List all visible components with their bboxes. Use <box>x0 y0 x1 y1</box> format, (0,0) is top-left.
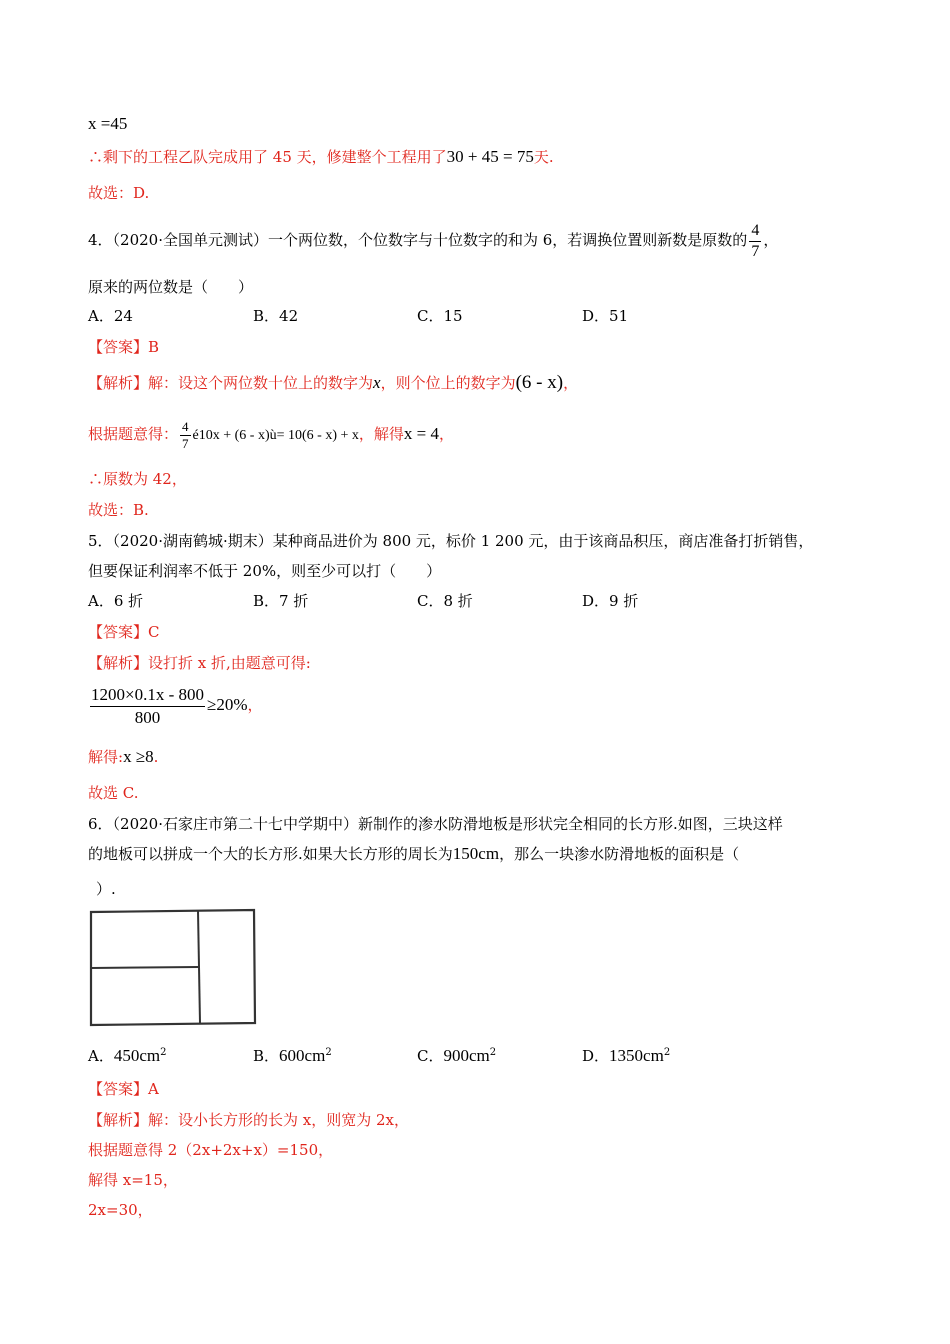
q4-option-c: C．15 <box>417 307 463 325</box>
analysis-mid: ，则个位上的数字为 <box>380 374 516 392</box>
equation-text: x =45 <box>88 114 128 133</box>
ineq-rhs: ≥20% <box>207 695 248 714</box>
q5-stem-line2: 但要保证利润率不低于 20%，则至少可以打（ ） <box>88 562 442 580</box>
sol-prefix: 解得: <box>88 748 124 766</box>
q5-option-b: B．7 折 <box>253 592 309 610</box>
horizontal-divider <box>91 967 199 968</box>
q6-stem-line2 <box>88 843 739 865</box>
equation-x-45 <box>88 113 127 135</box>
analysis-label: 【解析】 <box>88 654 149 672</box>
option-letter: C． <box>417 1047 444 1065</box>
q6-option-d <box>582 1042 670 1067</box>
analysis-text: 设打折 x 折,由题意可得: <box>148 654 311 672</box>
q4-stem-text: 4．（2020·全国单元测试）一个两位数，个位数字与十位数字的和为 6，若调换位置则新数是原数的 <box>88 231 748 249</box>
q4-option-b: B．42 <box>253 307 299 325</box>
ineq-end: ， <box>247 696 263 714</box>
q4-options <box>88 305 888 327</box>
q5-option-a: A．6 折 <box>88 592 144 610</box>
option-value: 900cm <box>443 1046 490 1065</box>
q4-stem-line2: 原来的两位数是（ ） <box>88 278 254 296</box>
q4-stem-line1 <box>88 218 778 262</box>
option-value: 450cm <box>113 1046 161 1065</box>
q6-option-a <box>88 1042 167 1067</box>
q6-analysis-line2: 根据题意得 2（2x+2x+x）=150， <box>88 1141 334 1159</box>
q4-answer: 【答案】B <box>88 338 160 356</box>
analysis2-mid: ，解得 <box>358 425 404 443</box>
q6-stem2-end: ，那么一块渗水防滑地板的面积是（ <box>499 845 740 863</box>
q4-conclusion: ∴原数为 42， <box>88 470 187 488</box>
option-sup: 2 <box>160 1047 167 1058</box>
sol-math: x ≥8 <box>123 747 154 766</box>
q4-stem-end: ， <box>763 231 779 249</box>
q5-analysis-line1 <box>88 652 311 674</box>
q6-analysis-line3: 解得 x=15， <box>88 1171 178 1189</box>
frac-den: 7 <box>751 242 760 260</box>
q5-stem-line1: 5．（2020·湖南鹤城·期末）某种商品进价为 800 元，标价 1 200 元，由于该商品积压，商店准备打折销售， <box>88 532 814 550</box>
q6-option-b <box>253 1042 332 1067</box>
analysis2-equation: é10x + (6 - x)ù= 10(6 - x) + x <box>192 428 359 443</box>
q5-ineq-fraction <box>90 684 205 729</box>
ineq-den: 800 <box>134 707 161 727</box>
q4-analysis-line2 <box>88 414 454 456</box>
eq-frac-num: 4 <box>182 418 189 434</box>
sol-end: . <box>153 748 159 766</box>
analysis2-end: ， <box>439 425 455 443</box>
q4-option-d: D．51 <box>582 307 629 325</box>
option-sup: 2 <box>489 1047 497 1058</box>
analysis-expr: (6 - x) <box>515 372 564 393</box>
frac-num: 4 <box>749 221 761 242</box>
conclusion-suffix: 天. <box>533 148 554 166</box>
analysis2-prefix: 根据题意得： <box>88 425 179 443</box>
q6-stem2-text: 的地板可以拼成一个大的长方形.如果大长方形的周长为 <box>88 845 453 863</box>
q6-answer: 【答案】A <box>88 1080 159 1098</box>
ineq-num: 1200×0.1x - 800 <box>90 684 205 707</box>
analysis-var: x <box>373 373 381 392</box>
rectangles-figure <box>88 908 260 1030</box>
analysis-label: 【解析】 <box>88 374 149 392</box>
q5-solution <box>88 746 158 768</box>
q6-options <box>88 1042 888 1064</box>
analysis2-solution: x = 4 <box>403 424 439 443</box>
q3-conclusion <box>88 146 554 168</box>
q4-choose: 故选：B. <box>88 501 149 519</box>
q5-inequality <box>88 682 263 729</box>
q3-choose: 故选：D. <box>88 184 150 202</box>
conclusion-math: 30 + 45 = 75 <box>446 147 534 166</box>
eq-frac-den: 7 <box>182 435 189 451</box>
option-letter: A． <box>88 1047 114 1065</box>
q4-option-a: A．24 <box>88 307 133 325</box>
q4-eq-fraction <box>180 419 191 452</box>
option-value: 1350cm <box>609 1046 664 1065</box>
q6-stem-line3: ）. <box>96 880 116 898</box>
q6-analysis-line1 <box>88 1109 409 1131</box>
q6-option-c <box>417 1042 496 1067</box>
analysis-text: 解：设小长方形的长为 x，则宽为 2x， <box>148 1111 410 1129</box>
option-sup: 2 <box>663 1047 671 1058</box>
q5-option-c: C．8 折 <box>417 592 473 610</box>
analysis-label: 【解析】 <box>88 1111 149 1129</box>
analysis-text: 解：设这个两位数十位上的数字为 <box>148 374 374 392</box>
q5-choose: 故选 C. <box>88 784 139 802</box>
option-letter: B． <box>253 1047 280 1065</box>
q4-analysis-line1 <box>88 372 578 394</box>
q5-options <box>88 590 888 612</box>
q6-analysis-line4: 2x=30， <box>88 1201 153 1219</box>
q4-fraction <box>749 221 761 262</box>
option-value: 600cm <box>279 1046 326 1065</box>
conclusion-text: ∴剩下的工程乙队完成用了 45 天，修建整个工程用了 <box>88 148 447 166</box>
option-sup: 2 <box>325 1047 332 1058</box>
q5-option-d: D．9 折 <box>582 592 639 610</box>
option-letter: D． <box>582 1047 610 1065</box>
q6-stem-line1: 6．（2020·石家庄市第二十七中学期中）新制作的渗水防滑地板是形状完全相同的长方形.如图，三块这样 <box>88 815 783 833</box>
q5-answer: 【答案】C <box>88 623 160 641</box>
q6-perimeter: 150cm <box>452 844 500 863</box>
analysis-end: ， <box>563 374 579 392</box>
